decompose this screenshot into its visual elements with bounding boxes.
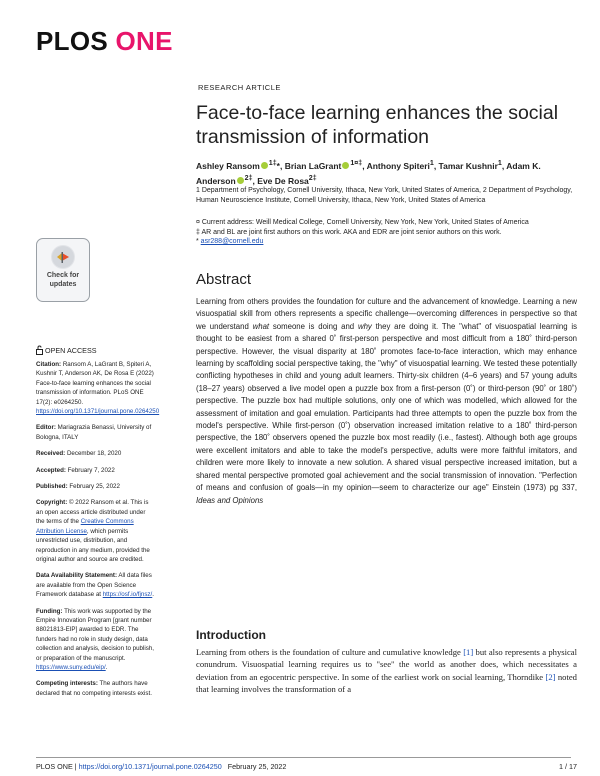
data-availability-block [36, 571, 154, 599]
competing-interests-label: Competing interests: [36, 680, 98, 688]
check-for-updates-icon [51, 245, 75, 269]
intro-text: but also represents a physical conundrum. Visuospatial learning requires us to "see" the world as another does, which necessitates a deviation from an egocentric perspective. In some of the earliest work on social learning, Thorndike [196, 647, 578, 682]
received-date: December 18, 2020 [65, 450, 122, 458]
footer-separator: | [72, 762, 79, 771]
copyright-text-end: , which permits unrestricted use, distribution, and reproduction in any medium, provided the original author and source are credited. [36, 527, 150, 563]
author-name: , Anthony Spiteri [362, 160, 430, 171]
citation-ref-link[interactable]: [2] [545, 671, 556, 682]
footer-journal: PLOS ONE [36, 762, 73, 771]
editor-block [36, 423, 154, 442]
introduction-body [196, 646, 577, 696]
intro-text: Learning from others is the foundation of culture and cumulative knowledge [196, 647, 464, 657]
open-lock-icon [36, 345, 43, 355]
author-superscript: 2‡ [308, 173, 317, 182]
abstract-text: someone is doing and [269, 321, 358, 331]
funding-link[interactable]: https://www.suny.edu/eip/ [36, 663, 106, 671]
data-availability-end: . [152, 591, 154, 599]
page-number: 1 / 17 [559, 762, 577, 771]
check-for-updates-badge[interactable] [36, 238, 90, 302]
email-prefix: * [196, 238, 201, 245]
competing-interests-text: The authors have declared that no competing interests exist. [36, 680, 152, 697]
author-notes [196, 218, 576, 247]
abstract-text: they are doing it. The "what" of visuospatial learning is thought to be easiest from a shared 0˚ first-person perspective and most difficult from a 180˚ third-person perspective. However, the visual disparity at 180˚ promotes face-to-face interaction, which may enhance learning by scaffolding social perspective taking, the "why" of visuospatial learning. We tested these potentially conflicting hypotheses in child and young adult learners. Thirty-six children (4–6 years) and 57 young adults (18–27 years) observed a live model open a puzzle box from a first-person (0˚) or third-person (90˚ or 180˚) perspective. The puzzle box had multiple solutions, only one of which was modelled, which allowed for the assessment of imitation and goal emulation. Participants had three attempts to open the puzzle box from the model's perspective. While first-person (0˚) observation increased imitation relative to a 180˚ third-person perspective, the 180˚ observers opened the puzzle box most readily (i.e., fastest). Although both age groups were excellent imitators and able to take the model's perspective, adults were more faithful imitators, and children were more likely to innovate a new solution. A shared visual perspective increased imitation, but a shared mental perspective promoted goal achievement and the social transmission of innovation. "Perfection of means and confusion of goals—in my opinion—seem to characterize our age" Einstein (1973) pg 337, [196, 321, 577, 493]
author-name: , Tamar Kushnir [433, 160, 498, 171]
email-link[interactable]: asr288@cornell.edu [200, 238, 264, 245]
copyright-label: Copyright: [36, 499, 68, 507]
author-superscript: 2‡ [244, 173, 253, 182]
citation-label: Citation: [36, 361, 62, 368]
abstract-emphasis: what [252, 321, 270, 331]
author-superscript: 1‡ [268, 159, 277, 167]
section-label: RESEARCH ARTICLE [198, 83, 281, 92]
published-block [36, 482, 154, 491]
abstract-emphasis: Ideas and Opinions [196, 495, 264, 505]
author-separator: *, [276, 160, 285, 171]
data-availability-text: All data files are available from the Open Science Framework database at [36, 572, 152, 599]
check-line-1: Check for [46, 272, 80, 279]
author-superscript: 1¤‡ [350, 159, 363, 167]
copyright-text: © 2022 Ransom et al. This is an open access article distributed under the terms of the [36, 499, 149, 526]
author-name[interactable]: Brian LaGrant [284, 160, 342, 171]
joint-authors-note: ‡ AR and BL are joint first authors on this work. AKA and EDR are joint senior authors on this work. [196, 228, 502, 236]
check-for-updates-label [37, 272, 89, 289]
abstract-heading: Abstract [196, 271, 252, 288]
accepted-block [36, 466, 154, 475]
published-date: February 25, 2022 [67, 483, 120, 491]
logo-plos: PLOS [36, 26, 108, 56]
page-footer [36, 762, 577, 771]
affiliations: 1 Department of Psychology, Cornell University, Ithaca, New York, United States of America, 2 Department of Psychology, Human Neuroscience Institute, Cornell University, Ithaca, New York, United States of America [196, 187, 573, 204]
accepted-label: Accepted: [36, 466, 66, 474]
published-label: Published: [36, 483, 68, 491]
open-access-label: OPEN ACCESS [45, 346, 97, 355]
introduction-heading: Introduction [196, 628, 266, 642]
received-label: Received: [36, 450, 66, 458]
open-access-badge [36, 345, 97, 355]
author-name: , Adam K. Anderson [196, 160, 541, 186]
current-address-note: ¤ Current address: Weill Medical College, Cornell University, New York, New York, United States of America [196, 219, 529, 226]
orcid-icon[interactable] [342, 162, 349, 169]
data-availability-label: Data Availability Statement: [36, 572, 118, 580]
editor-text: Mariagrazia Benassi, University of Bologna, ITALY [36, 424, 152, 441]
copyright-block [36, 498, 154, 564]
received-block [36, 449, 154, 458]
citation-text: Ransom A, LaGrant B, Spiteri A, Kushnir T, Anderson AK, De Rosa E (2022) Face-to-face learning enhances the social transmission of information. PLoS ONE 17(2): e0264250. [36, 361, 154, 406]
citation-ref-link[interactable]: [1] [463, 647, 474, 657]
article-title: Face-to-face learning enhances the social transmission of information [196, 102, 559, 148]
osf-link[interactable]: https://osf.io/fjnsz/ [102, 591, 153, 599]
footer-doi-link[interactable]: https://doi.org/10.1371/journal.pone.0264250 [78, 762, 222, 771]
author-name[interactable]: Ashley Ransom [196, 160, 260, 171]
author-list [196, 157, 576, 187]
funding-label: Funding: [36, 607, 63, 615]
footer-date: February 25, 2022 [221, 762, 287, 771]
corresponding-email-note [196, 237, 576, 247]
orcid-icon[interactable] [261, 162, 268, 169]
competing-interests-block [36, 679, 154, 698]
citation-doi-link[interactable]: https://doi.org/10.1371/journal.pone.0264250 [36, 408, 160, 416]
check-line-2: updates [49, 280, 77, 288]
author-superscript: 1 [429, 159, 434, 167]
abstract-emphasis: why [357, 321, 372, 331]
logo-one: ONE [115, 26, 173, 56]
author-superscript: 1 [497, 159, 502, 167]
funding-block [36, 607, 154, 673]
intro-text: noted that learning involves the transformation of a [196, 671, 577, 695]
citation-block [36, 360, 160, 416]
abstract-text: Learning from others provides the foundation for culture and the advancement of knowledge. Learning a new visuospatial skill from others represents a specific challenge—overcoming differences in perspective so that we understand [196, 297, 577, 331]
editor-label: Editor: [36, 424, 56, 432]
author-name: , Eve De Rosa [252, 175, 309, 186]
funding-end: . [105, 663, 108, 671]
license-link[interactable]: Creative Commons Attribution License [36, 518, 134, 535]
accepted-date: February 7, 2022 [65, 466, 115, 474]
journal-logo [36, 26, 173, 57]
footer-divider [36, 757, 571, 758]
funding-text: This work was supported by the Empire Innovation Program [grant number 88021813-EIP] awarded to EDR. The funders had no role in study design, data collection and analysis, decision to publish, or preparation of the manuscript. [36, 607, 154, 662]
article-info-sidebar [36, 360, 160, 705]
orcid-icon[interactable] [237, 177, 244, 184]
abstract-body [196, 296, 577, 507]
